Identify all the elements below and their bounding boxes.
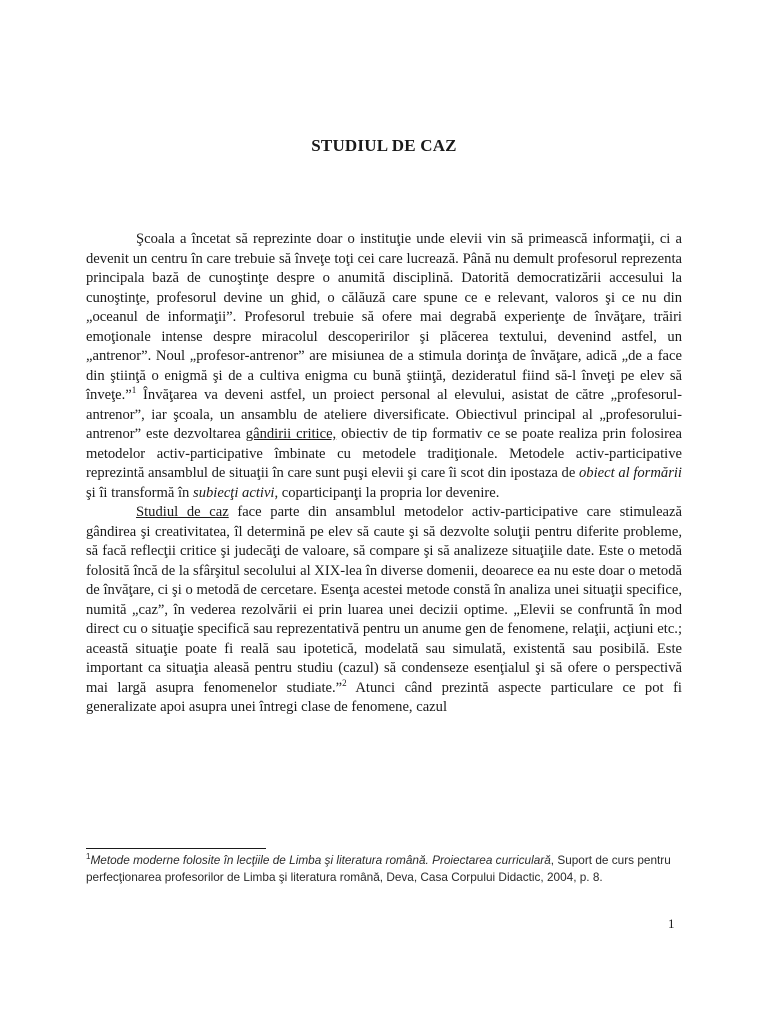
- page-title: STUDIUL DE CAZ: [311, 136, 457, 155]
- footnote-ref-1: 1: [131, 385, 137, 396]
- p1-text-4: şi îi transformă în: [86, 484, 194, 501]
- p1-text-3: obiectiv de tip formativ ce se poate realiza prin folosirea metodelor activ-participative îmbinate cu metodele tradiţionale. Metodele activ-participative reprezintă ansamblul de situaţii în care sunt puşi elevii şi care îi scot din ipostaza de: [86, 426, 682, 481]
- body-text: [86, 230, 682, 718]
- footnote-1: [86, 852, 682, 886]
- footnote-details: , Suport de curs pentru perfecţionarea profesorilor de Limba şi literatura română, Deva, Casa Corpului Didactic, 2004, p. 8.: [86, 853, 671, 884]
- paragraph-2: [86, 503, 682, 718]
- p2-text-1: face parte din ansamblul metodelor activ-participative care stimulează gândirea şi creativitatea, îl determină pe elev să caute şi să dezvolte soluţii pentru diferite probleme, să facă reflecţii critice şi judecăţi de valoare, să compare şi să analizeze situaţiile date. Este o metodă folosită încă de la sfârşitul secolului al XIX-lea în diverse domenii, deoarece ea nu este doar o metodă de învăţare, ci şi o metodă de cercetare. Esenţa acestei metode constă în analiza unei situaţii specifice, numită „caz”, în vederea rezolvării ei prin luarea unei decizii optime. „Elevii se confruntă în mod direct cu o situaţie specifică sau reprezentativă pentru un anume gen de fenomene, relaţii, acţiuni etc.; această situaţie poate fi reală sau ipotetică, modelată sau simulată, existentă sau posibilă. Este important ca situaţia aleasă pentru studiu (cazul) să condenseze esenţialul şi să ofere o perspectivă mai largă asupra fenomenelor studiate.”: [86, 504, 682, 696]
- page-number: 1: [668, 916, 675, 931]
- footnote-ref-2: 2: [342, 677, 347, 688]
- italic-term-object: obiect al formării: [579, 465, 682, 481]
- footnote-marker: 1: [86, 852, 91, 862]
- footnote-separator: [86, 848, 266, 849]
- p1-text-5: , coparticipanţi la propria lor devenire.: [274, 484, 500, 501]
- underlined-term-case-study: Studiul de caz: [136, 504, 229, 520]
- p1-text-2: Învăţarea va deveni astfel, un proiect personal al elevului, asistat de către „profesorul-antrenor”, iar şcoala, un ansamblu de ateliere diversificate. Obiectivul principal al „profesorului-antrenor” este dezvoltarea: [86, 387, 682, 442]
- italic-term-active-subjects: subiecţi activi: [193, 484, 275, 501]
- footnote-title: Metode moderne folosite în lecţiile de Limba şi literatura română. Proiectarea curriculară: [90, 853, 551, 867]
- p2-text-2: Atunci când prezintă aspecte particulare ce pot fi generalizate apoi asupra unei întregi clase de fenomene, cazul: [86, 679, 682, 715]
- underlined-term-critical-thinking: gândirii critice,: [245, 426, 337, 442]
- p1-text-1: Şcoala a încetat să reprezinte doar o instituţie unde elevii vin să primească informaţii, ci a devenit un centru în care trebuie să înveţe toţi cei care lucrează. Până nu demult profesorul reprezenta principala bază de cunoştinţe despre o anumită disciplină. Datorită democratizării accesului la cunoştinţe, profesorul devine un ghid, o călăuză care spune ce e relevant, valoros şi ce nu din „oceanul de informaţii”. Profesorul trebuie să ofere mai degrabă experienţe de învăţare, trăiri emoţionale intense despre miracolul descoperirilor şi plăcerea textului, devenind astfel, un „antrenor”. Noul „profesor-antrenor” are misiunea de a stimula dorinţa de învăţare, adică „de a face din ştiinţă o enigmă şi de a cultiva enigma cu bună ştiinţă, dezideratul fiind să-l înveţi pe elev să înveţe.”: [86, 231, 682, 403]
- paragraph-1: [86, 230, 682, 503]
